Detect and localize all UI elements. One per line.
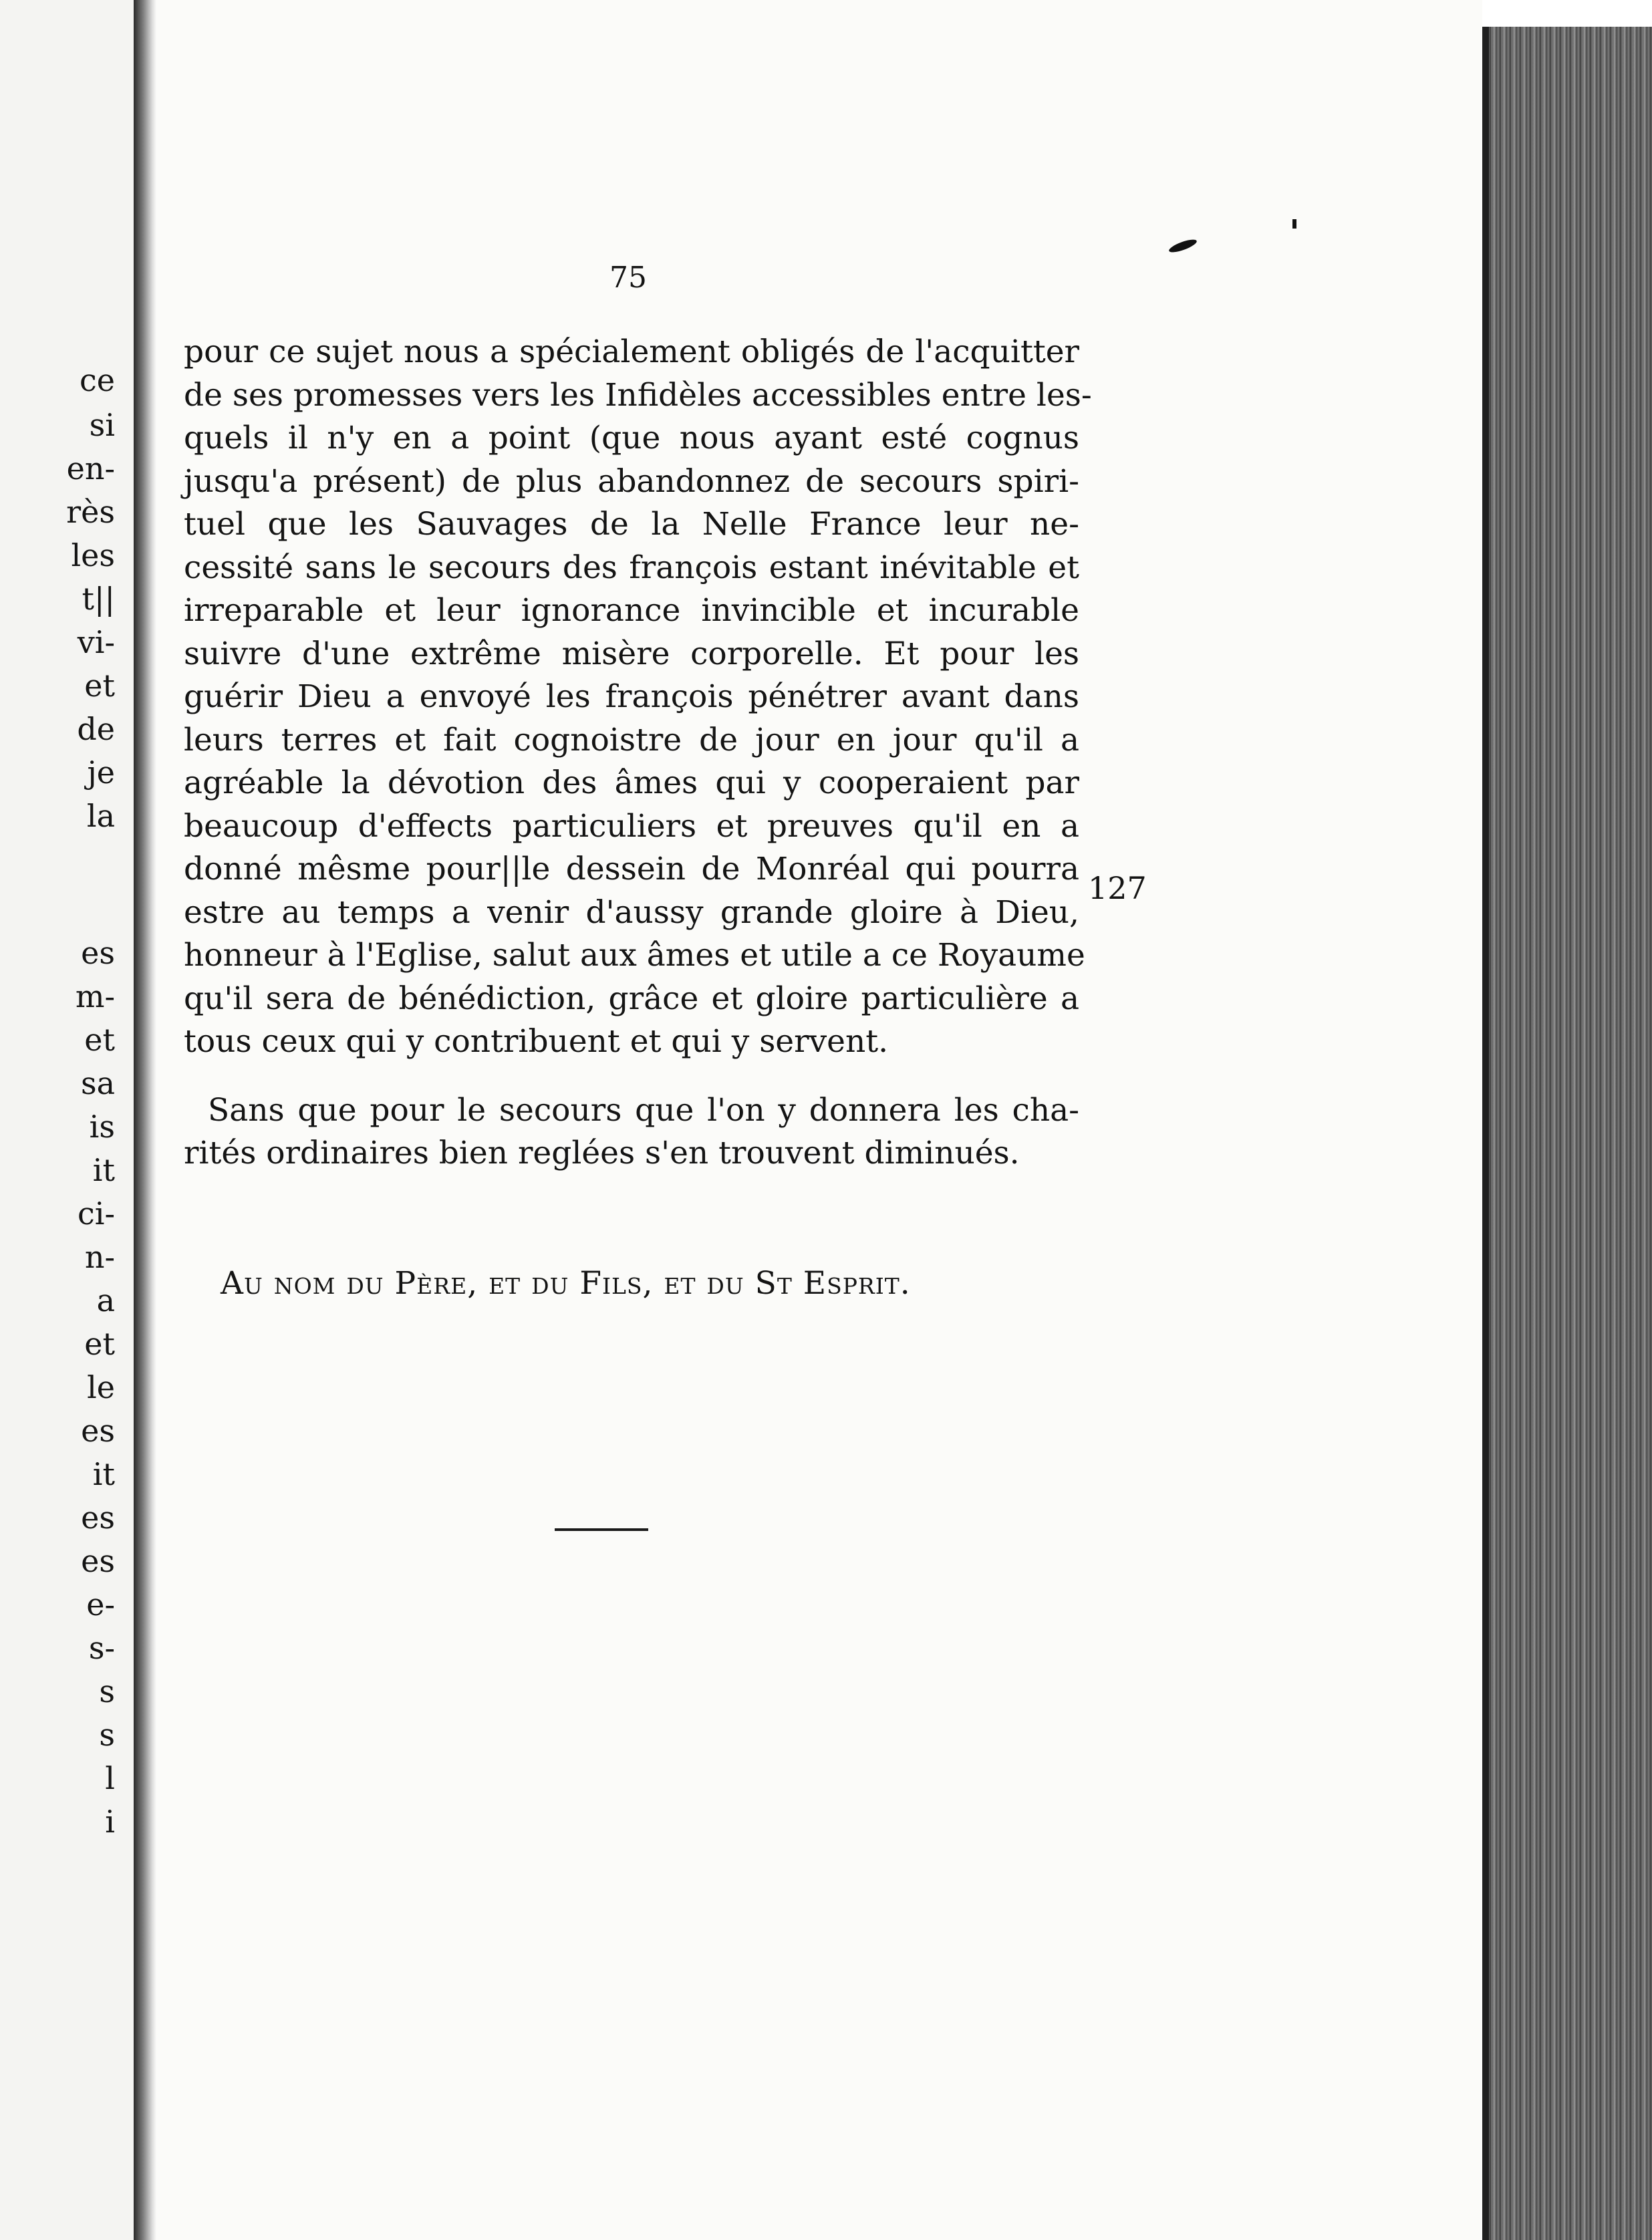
text-line: suivre d'une extrême misère corporelle. Et pour les	[184, 635, 1079, 672]
previous-page-fragment: m-	[75, 978, 115, 1014]
text-line: honneur à l'Eglise, salut aux âmes et utile a ce Royaume	[184, 937, 1085, 974]
paragraph	[184, 331, 1092, 1064]
text-line: irreparable et leur ignorance invincible et incurable	[184, 592, 1079, 629]
previous-page-fragment: sa	[80, 1065, 115, 1101]
page-edge-stack	[1482, 27, 1652, 2240]
previous-page-fragment: ci-	[77, 1196, 115, 1232]
previous-page-fragment: je	[87, 754, 115, 791]
text-line: qu'il sera de bénédiction, grâce et gloire particulière a	[184, 980, 1079, 1017]
previous-page-fragment: l	[105, 1760, 115, 1796]
text-line: donné mêsme pour||le dessein de Monréal qui pourra	[184, 851, 1079, 887]
previous-page-fragment: et	[84, 1022, 115, 1058]
previous-page-fragment: en-	[66, 450, 115, 486]
paragraph	[184, 1089, 1079, 1175]
text-line: beaucoup d'effects particuliers et preuves qu'il en a	[184, 807, 1079, 845]
invocation-heading: Au nom du Père, et du Fils, et du St Esprit.	[221, 1265, 911, 1302]
previous-page-fragment: le	[87, 1369, 115, 1405]
text-line: pour ce sujet nous a spécialement obligés de l'acquitter	[184, 333, 1079, 370]
previous-page-fragment: s-	[88, 1630, 115, 1666]
text-line: tous ceux qui y contribuent et qui y servent.	[184, 1023, 889, 1060]
previous-page-fragment: rès	[66, 494, 115, 530]
ink-mark	[1167, 237, 1198, 255]
page-number: 75	[609, 261, 647, 295]
closing-rule	[555, 1528, 648, 1531]
text-line: leurs terres et fait cognoistre de jour en jour qu'il a	[184, 721, 1079, 758]
previous-page-fragment: et	[84, 668, 115, 704]
body-text	[184, 331, 1092, 1175]
previous-page-fragment: ce	[80, 362, 115, 398]
previous-page-fragment: is	[89, 1109, 115, 1145]
previous-page-fragment: de	[77, 711, 115, 747]
text-line: Sans que pour le secours que l'on y donnera les cha-	[208, 1091, 1079, 1129]
previous-page-fragment: vi-	[77, 624, 115, 660]
previous-page-edge	[0, 0, 134, 2240]
margin-page-reference: 127	[1088, 870, 1147, 906]
previous-page-fragment: s	[99, 1673, 115, 1709]
previous-page-fragment: es	[81, 1413, 115, 1449]
previous-page-fragment: it	[92, 1152, 115, 1188]
text-line: quels il n'y en a point (que nous ayant esté cognus	[184, 420, 1079, 456]
previous-page-fragment: t||	[82, 581, 115, 617]
previous-page-fragment: es	[81, 1543, 115, 1579]
text-line: de ses promesses vers les Infidèles accessibles entre les-	[184, 376, 1092, 414]
paragraph-gap	[184, 1064, 1079, 1089]
previous-page-fragment: n-	[84, 1239, 115, 1275]
previous-page-fragment: e-	[86, 1586, 115, 1623]
previous-page-fragment: a	[96, 1282, 115, 1318]
previous-page-fragment: i	[105, 1804, 115, 1840]
text-line: jusqu'a présent) de plus abandonnez de secours spiri-	[184, 462, 1079, 500]
ink-mark	[1292, 219, 1296, 229]
previous-page-fragment: et	[84, 1326, 115, 1362]
previous-page-fragment: les	[71, 537, 115, 573]
previous-page-fragment: la	[86, 798, 115, 834]
previous-page-fragment: es	[81, 1500, 115, 1536]
previous-page-fragment: it	[92, 1456, 115, 1492]
text-line: agréable la dévotion des âmes qui y cooperaient par	[184, 764, 1079, 801]
text-line: cessité sans le secours des françois estant inévitable et	[184, 549, 1079, 586]
previous-page-fragment: si	[89, 407, 115, 443]
text-line: rités ordinaires bien reglées s'en trouvent diminués.	[184, 1135, 1020, 1171]
text-line: guérir Dieu a envoyé les françois pénétrer avant dans	[184, 678, 1079, 715]
text-line: estre au temps a venir d'aussy grande gloire à Dieu,	[184, 893, 1079, 931]
page-edge-top	[1482, 0, 1652, 27]
binding-gutter	[134, 0, 156, 2240]
text-line: tuel que les Sauvages de la Nelle France leur ne-	[184, 506, 1079, 543]
previous-page-fragment: es	[81, 935, 115, 971]
previous-page-fragment: s	[99, 1717, 115, 1753]
